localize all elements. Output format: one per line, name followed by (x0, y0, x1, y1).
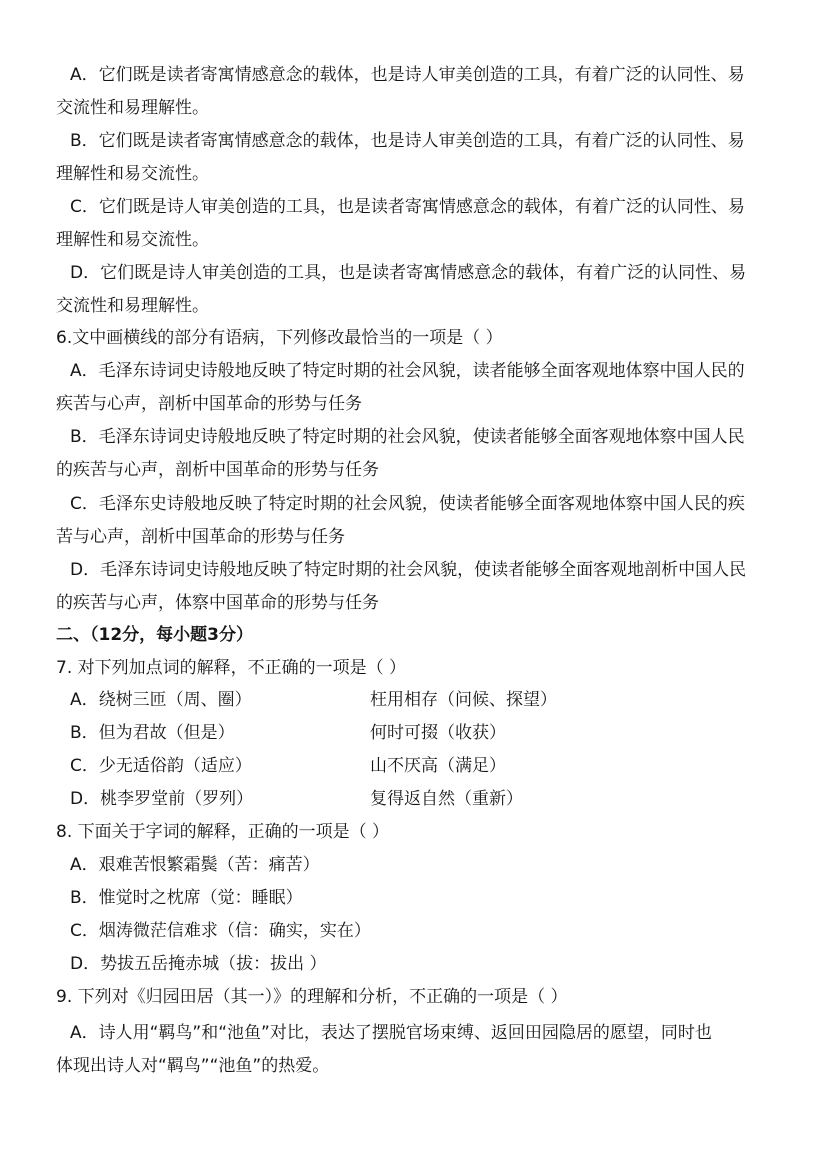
q6-stem: 6.文中画横线的部分有语病，下列修改最恰当的一项是（ ） (56, 328, 503, 348)
q6-option-c-line1: C．毛泽东史诗般地反映了特定时期的社会风貌，使读者能够全面客观地体察中国人民的疾 (70, 494, 745, 514)
q7-row-c-right: 山不厌高（满足） (370, 756, 506, 776)
section-2-header: 二、（12分，每小题3分） (56, 625, 253, 645)
q5-option-a-line1: A．它们既是读者寄寓情感意念的载体，也是诗人审美创造的工具，有着广泛的认同性、易 (70, 65, 745, 85)
q7-stem: 7. 对下列加点词的解释，不正确的一项是（ ） (56, 658, 407, 678)
q5-option-b-line1: B．它们既是读者寄寓情感意念的载体，也是诗人审美创造的工具，有着广泛的认同性、易 (70, 131, 745, 151)
q7-row-a-left: A．绕树三匝（周、圈） (70, 690, 252, 710)
q9-stem: 9. 下列对《归园田居（其一）》的理解和分析，不正确的一项是（ ） (56, 987, 568, 1007)
q6-option-c-line2: 苦与心声，剖析中国革命的形势与任务 (56, 527, 345, 547)
q8-option-b: B．惟觉时之枕席（觉：睡眠） (70, 888, 303, 908)
q5-option-b-line2: 理解性和易交流性。 (56, 164, 209, 184)
q5-option-d-line2: 交流性和易理解性。 (56, 296, 209, 316)
q7-row-b-left: B．但为君故（但是） (70, 723, 235, 743)
q6-option-d-line1: D．毛泽东诗词史诗般地反映了特定时期的社会风貌，使读者能够全面客观地剖析中国人民 (70, 560, 747, 580)
q7-row-d-left: D．桃李罗堂前（罗列） (70, 789, 254, 809)
q9-option-a-line2: 体现出诗人对“羁鸟”“池鱼”的热爱。 (56, 1056, 330, 1076)
q6-option-b-line2: 的疾苦与心声，剖析中国革命的形势与任务 (56, 460, 379, 480)
q8-option-d: D．势拔五岳掩赤城（拔：拔出 ） (70, 954, 327, 974)
q6-option-b-line1: B．毛泽东诗词史诗般地反映了特定时期的社会风貌，使读者能够全面客观地体察中国人民 (70, 427, 745, 447)
q6-option-a-line2: 疾苦与心声，剖析中国革命的形势与任务 (56, 394, 362, 414)
q5-option-c-line2: 理解性和易交流性。 (56, 230, 209, 250)
q6-option-a-line1: A．毛泽东诗词史诗般地反映了特定时期的社会风貌，读者能够全面客观地体察中国人民的 (70, 361, 745, 381)
q9-option-a-line1: A．诗人用“羁鸟”和“池鱼”对比，表达了摆脱官场束缚、返回田园隐居的愿望，同时也 (70, 1023, 712, 1043)
q7-row-d-right: 复得返自然（重新） (370, 789, 523, 809)
q5-option-c-line1: C．它们既是诗人审美创造的工具，也是读者寄寓情感意念的载体，有着广泛的认同性、易 (70, 197, 745, 217)
q8-stem: 8. 下面关于字词的解释，正确的一项是（ ） (56, 822, 390, 842)
q8-option-c: C．烟涛微茫信难求（信：确实，实在） (70, 921, 371, 941)
q5-option-a-line2: 交流性和易理解性。 (56, 98, 209, 118)
q7-row-a-right: 枉用相存（问候、探望） (370, 690, 557, 710)
q5-option-d-line1: D．它们既是诗人审美创造的工具，也是读者寄寓情感意念的载体，有着广泛的认同性、易 (70, 263, 747, 283)
q7-row-c-left: C．少无适俗韵（适应） (70, 756, 252, 776)
q6-option-d-line2: 的疾苦与心声，体察中国革命的形势与任务 (56, 593, 379, 613)
q8-option-a: A．艰难苦恨繁霜鬓（苦：痛苦） (70, 855, 320, 875)
q7-row-b-right: 何时可掇（收获） (370, 723, 506, 743)
